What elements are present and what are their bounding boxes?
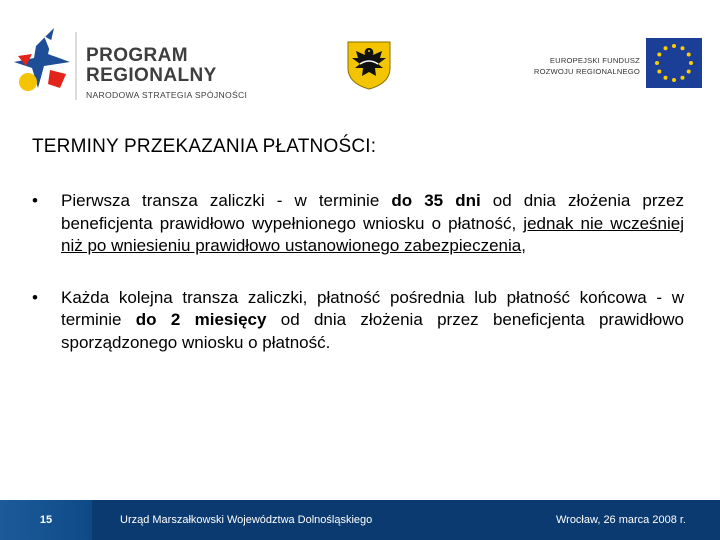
slide-title: TERMINY PRZEKAZANIA PŁATNOŚCI:: [32, 136, 377, 157]
bullet-bold-term: do 35 dni: [391, 191, 481, 210]
program-logo-line2: REGIONALNY: [86, 65, 217, 86]
bullet-text: od dnia złożenia przez beneficjenta prawidłowo sporządzonego wniosku o płatność.: [61, 310, 684, 352]
bullet-item: [32, 287, 684, 355]
bullet-text: Każda kolejna transza zaliczki, płatność pośrednia lub płatność końcowa - w terminie: [61, 287, 684, 329]
program-regionalny-logo: [14, 28, 264, 104]
eu-logo-line1: EUROPEJSKI FUNDUSZ: [549, 56, 640, 65]
program-star-icon: [14, 28, 84, 104]
program-logo-line1: PROGRAM: [86, 45, 189, 66]
bullet-underlined-condition: jednak nie wcześniej niż po wniesieniu prawidłowo ustanowionego zabezpieczenia: [61, 213, 684, 255]
eu-flag-icon: [646, 38, 702, 88]
bullet-text: Pierwsza transza zaliczki - w terminie: [61, 191, 392, 210]
bullet-marker: •: [32, 287, 38, 307]
page-number: 15: [39, 514, 53, 526]
eu-fund-logo: [502, 38, 702, 90]
eu-logo-line2: ROZWOJU REGIONALNEGO: [533, 67, 640, 76]
bullet-text: od dnia złożenia przez beneficjenta prawidłowo wypełnionego wniosku o płatność,: [61, 191, 684, 233]
bullet-item: [32, 190, 684, 258]
footer-bar: [0, 500, 720, 540]
bullet-text: ,: [521, 236, 526, 255]
program-logo-text: [86, 46, 247, 101]
bullet-bold-term: do 2 miesięcy: [135, 310, 267, 329]
eu-logo-text: [502, 55, 640, 77]
bullet-list: [32, 190, 684, 354]
bullet-marker: •: [32, 191, 38, 210]
page-number-box: [0, 500, 92, 540]
footer-organization: Urząd Marszałkowski Województwa Dolnośląskiego: [120, 514, 373, 526]
program-logo-line3: NARODOWA STRATEGIA SPÓJNOŚCI: [86, 90, 248, 100]
footer-place-date: Wrocław, 26 marca 2008 r.: [555, 514, 686, 526]
lower-silesia-crest-icon: [346, 40, 392, 90]
